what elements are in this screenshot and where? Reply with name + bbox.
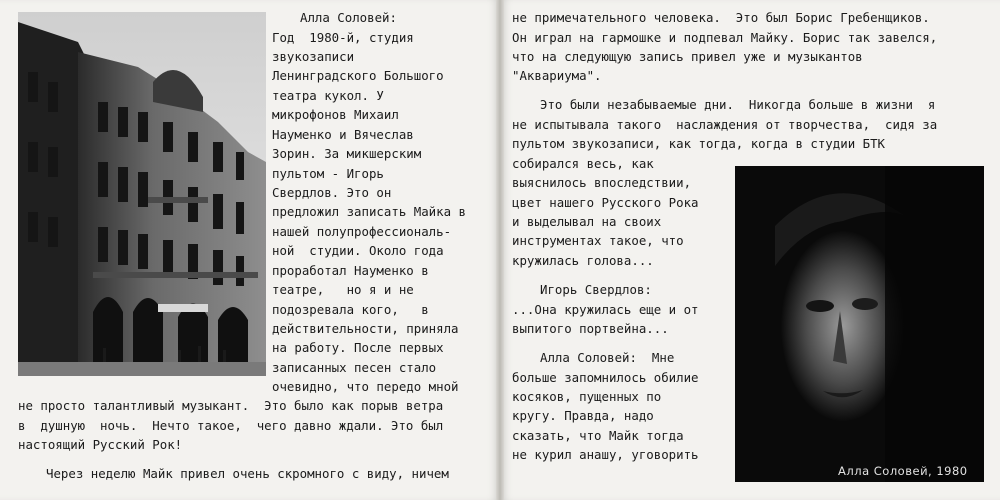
- text-line: цвет нашего Русского Рока: [512, 195, 699, 210]
- text-line: сказать, что Майк тогда: [512, 428, 684, 443]
- book-fold: [496, 0, 504, 500]
- text-line: ной студии. Около года: [272, 243, 444, 258]
- text-line: Он играл на гармошке и подпевал Майку. Борис так завелся,: [512, 30, 938, 45]
- text-line: что на следующую запись привел уже и музыкантов: [512, 49, 863, 64]
- text-line: Год 1980-й, студия: [272, 30, 414, 45]
- text-line: Науменко и Вячеслав: [272, 127, 414, 142]
- text-line: "Аквариума".: [512, 68, 602, 83]
- text-line: записанных песен стало: [272, 360, 437, 375]
- text-line: выпитого портвейна...: [512, 321, 669, 336]
- text-line: пультом - Игорь: [272, 166, 384, 181]
- text-line: Алла Соловей: Мне: [540, 350, 675, 365]
- text-line: выяснилось впоследствии,: [512, 175, 692, 190]
- text-line: предложил записать Майка в: [272, 204, 466, 219]
- text-line: театра кукол. У: [272, 88, 384, 103]
- text-line: не просто талантливый музыкант. Это было как порыв ветра: [18, 398, 444, 413]
- text-line: инструментах такое, что: [512, 233, 684, 248]
- text-line: больше запомнилось обилие: [512, 370, 699, 385]
- text-line: нашей полупрофессиональ-: [272, 224, 452, 239]
- text-line: звукозаписи: [272, 49, 355, 64]
- speaker-heading: Алла Соловей:: [300, 10, 397, 25]
- text-line: не примечательного человека. Это был Борис Гребенщиков.: [512, 10, 930, 25]
- text-line: Через неделю Майк привел очень скромного с виду, ничем: [46, 466, 449, 481]
- text-line: кругу. Правда, надо: [512, 408, 654, 423]
- photo-caption: Алла Соловей, 1980: [838, 464, 968, 478]
- text-line: косяков, пущенных по: [512, 389, 662, 404]
- text-line: собирался весь, как: [512, 156, 654, 171]
- text-line: действительности, приняла: [272, 321, 459, 336]
- text-line: очевидно, что передо мной: [272, 379, 459, 394]
- text-line: Зорин. За микшерским: [272, 146, 422, 161]
- text-line: театре, но я и не: [272, 282, 414, 297]
- text-line: настоящий Русский Рок!: [18, 437, 183, 452]
- text-line: Свердлов. Это он: [272, 185, 392, 200]
- text-line: подозревала кого, в: [272, 302, 429, 317]
- text-line: ...Она кружилась еще и от: [512, 302, 699, 317]
- portrait-photo: [735, 166, 984, 482]
- text-line: проработал Науменко в: [272, 263, 429, 278]
- text-line: в душную ночь. Нечто такое, чего давно ждали. Это был: [18, 418, 444, 433]
- text-line: Ленинградского Большого: [272, 68, 444, 83]
- text-line: микрофонов Михаил: [272, 107, 399, 122]
- text-line: и выделывал на своих: [512, 214, 662, 229]
- text-line: не курил анашу, уговорить: [512, 447, 699, 462]
- text-line: не испытывала такого наслаждения от творчества, сидя за: [512, 117, 938, 132]
- text-line: кружилась голова...: [512, 253, 654, 268]
- building-photo: [18, 12, 266, 376]
- text-line: пультом звукозаписи, как тогда, когда в студии БТК: [512, 136, 885, 151]
- speaker-heading: Игорь Свердлов:: [540, 282, 652, 297]
- text-line: на работу. После первых: [272, 340, 444, 355]
- text-line: Это были незабываемые дни. Никогда больше в жизни я: [540, 97, 936, 112]
